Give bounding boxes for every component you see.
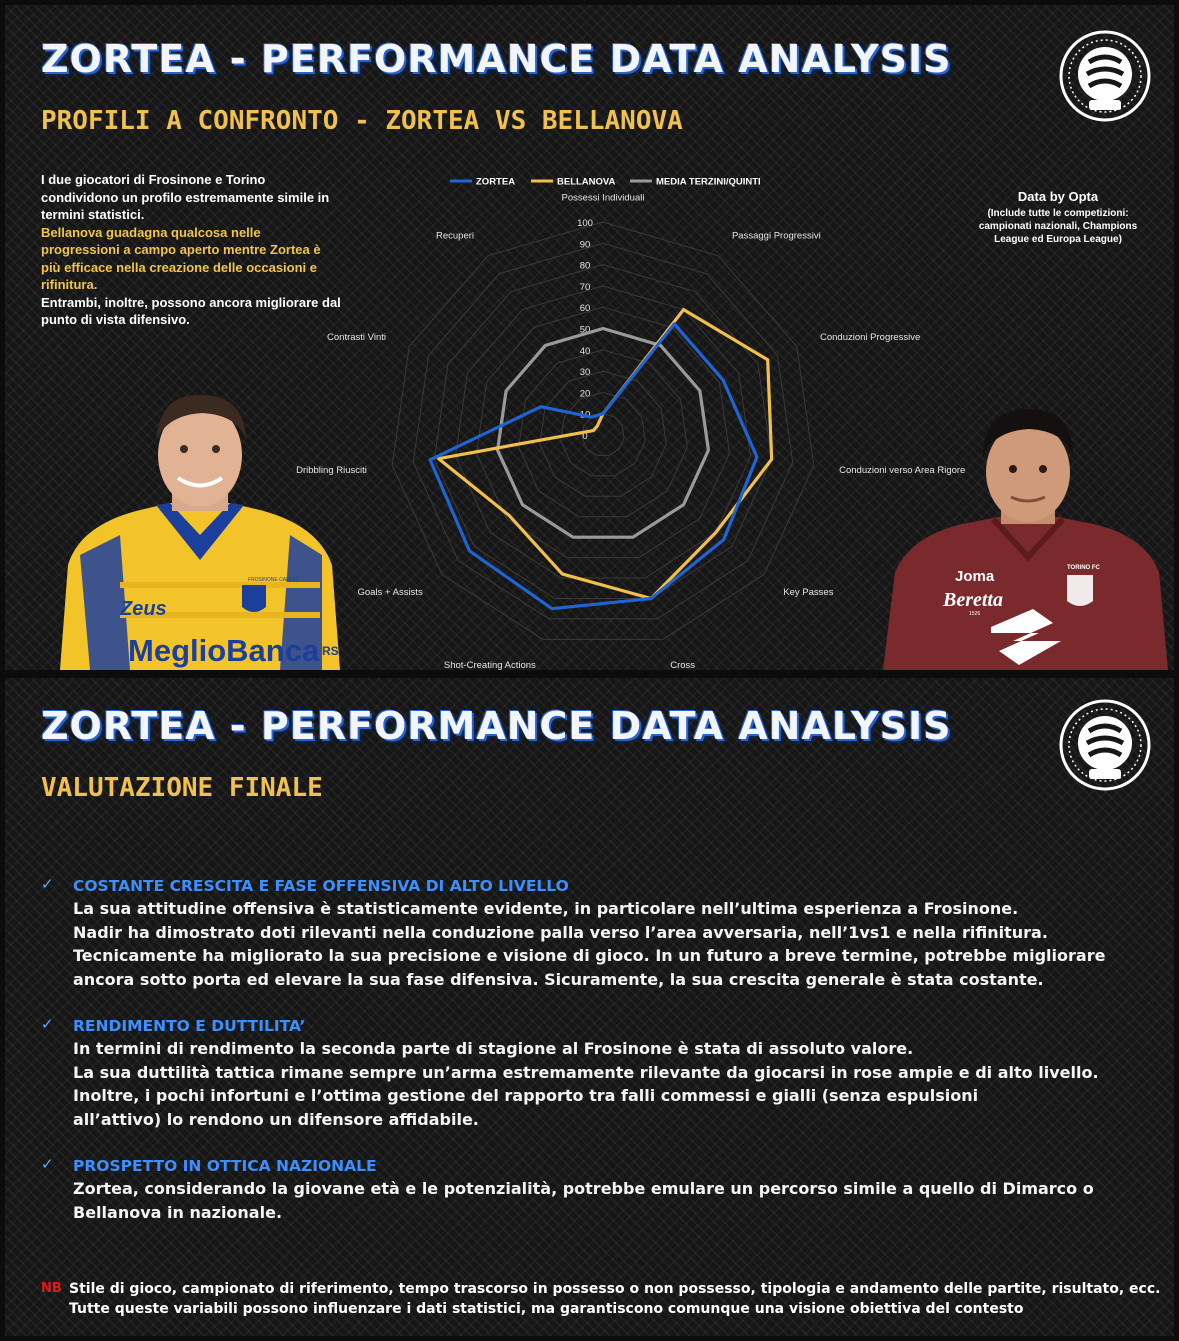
- evaluation-point-performance: [41, 1015, 1099, 1131]
- legend-label: MEDIA TERZINI/QUINTI: [656, 176, 761, 188]
- check-icon: ✓: [41, 875, 54, 893]
- radar-tick-label: 20: [579, 388, 591, 400]
- radar-grid-ring: [498, 329, 709, 538]
- radar-tick-label: 30: [579, 367, 591, 379]
- evaluation-line: Inoltre, i pochi infortuni e l’ottima gestione del rapporto tra falli commessi e gialli (senza espulsioni: [73, 1086, 979, 1105]
- radar-axis-label: Contrasti Vinti: [327, 331, 386, 343]
- radar-series-zortea: [430, 324, 757, 609]
- evaluation-heading: PROSPETTO IN OTTICA NAZIONALE: [73, 1157, 377, 1175]
- slide-profiles-comparison: [5, 5, 1174, 670]
- striped-crest-icon: [1059, 699, 1151, 791]
- evaluation-body: [73, 1037, 1099, 1131]
- evaluation-line: Nadir ha dimostrato doti rilevanti nella conduzione palla verso l’area avversaria, nell’1vs1 e nella rifinitura.: [73, 922, 1048, 942]
- frosinone-badge-text: FROSINONE CALCIO: [248, 577, 298, 583]
- shirt-brand-text: Zeus: [120, 598, 167, 620]
- radar-tick-label: 100: [577, 218, 593, 229]
- radar-axis-label: Dribbling Riusciti: [296, 464, 367, 476]
- evaluation-line: La sua duttilità tattica rimane sempre un’arma estremamente rilevante da giocarsi in rose ampie e di alto livello.: [73, 1062, 1099, 1082]
- radar-axis-label: Passaggi Progressivi: [731, 230, 821, 242]
- shirt-sponsor-text: Beretta: [943, 589, 1003, 611]
- check-icon: ✓: [41, 1015, 54, 1033]
- radar-axis-label: Cross: [670, 659, 696, 670]
- data-source-title: Data by Opta: [1017, 189, 1099, 204]
- radar-grid-ring: [434, 265, 771, 599]
- evaluation-line: Tecnicamente ha migliorato la sua precisione e visione di gioco. In un futuro a breve termine, potrebbe migliorare: [73, 946, 1106, 965]
- evaluation-point-national: [41, 1155, 1094, 1224]
- check-icon: ✓: [41, 1155, 54, 1173]
- radar-tick-label: 70: [579, 281, 591, 293]
- shirt-sponsor-text: MeglioBanca: [128, 633, 320, 668]
- evaluation-body: [73, 897, 1105, 991]
- evaluation-line: In termini di rendimento la seconda parte di stagione al Frosinone è stata di assoluto valore.: [73, 1039, 914, 1058]
- radar-tick-label: 90: [579, 239, 591, 251]
- radar-axis-label: Goals + Assists: [357, 587, 423, 599]
- radar-grid-ring: [392, 222, 814, 639]
- radar-grid-ring: [413, 243, 792, 619]
- evaluation-heading: RENDIMENTO E DUTTILITA’: [73, 1017, 306, 1035]
- footnote-line: Stile di gioco, campionato di riferimento, tempo trascorso in possesso o non possesso, tipologia e andamento delle partite, risultato, ecc.: [69, 1281, 1161, 1297]
- footnote-label: NB: [41, 1281, 62, 1296]
- radar-axis-label: Conduzioni verso Area Rigore: [839, 464, 966, 476]
- intro-paragraph-1: I due giocatori di Frosinone e Torino condividono un profilo estremamente simile in termini statistici.: [41, 172, 330, 222]
- evaluation-point-growth: [41, 875, 1105, 991]
- torino-badge-text: TORINO FC: [1067, 565, 1100, 571]
- intro-highlight: Bellanova guadagna qualcosa nelle progressioni a campo aperto mentre Zortea è più efficace nella creazione delle occasioni e rifinitura.: [41, 224, 321, 292]
- radar-chart: [5, 5, 1174, 670]
- radar-axis-label: Recuperi: [435, 230, 475, 242]
- data-source-note: (Include tutte le competizioni: campionati nazionali, Champions League ed Europa League): [978, 208, 1138, 245]
- shirt-sleeve-text: RS: [322, 644, 339, 658]
- evaluation-line: Zortea, considerando la giovane età e le potenzialità, potrebbe emulare un percorso simile a quello di Dimarco o: [73, 1179, 1094, 1198]
- slide-title: ZORTEA - PERFORMANCE DATA ANALYSIS: [41, 704, 952, 748]
- slide-subtitle: VALUTAZIONE FINALE: [41, 773, 323, 803]
- radar-tick-label: 10: [579, 409, 591, 421]
- legend-label: BELLANOVA: [557, 176, 616, 188]
- shirt-brand-text: Joma: [955, 568, 995, 585]
- radar-axis-label: Key Passes: [783, 587, 834, 599]
- radar-tick-label: 60: [579, 303, 591, 315]
- slide-subtitle: PROFILI A CONFRONTO - ZORTEA VS BELLANOVA: [41, 106, 683, 136]
- radar-axis-label: Shot-Creating Actions: [443, 659, 536, 670]
- radar-grid-ring: [540, 371, 666, 496]
- evaluation-line: La sua attitudine offensiva è statisticamente evidente, in particolare nell’ultima esperienza a Frosinone.: [73, 899, 1019, 918]
- evaluation-line: ancora sotto porta ed elevare la sua fase difensiva. Sicuramente, la sua crescita generale è stata costante.: [73, 969, 1044, 989]
- footnote-line: Tutte queste variabili possono influenzare i dati statistici, ma garantiscono comunque una visione obiettiva del contesto: [69, 1301, 1024, 1317]
- evaluation-body: [73, 1177, 1094, 1224]
- legend-label: ZORTEA: [476, 176, 516, 188]
- radar-tick-label: 0: [582, 431, 588, 442]
- slide-title: ZORTEA - PERFORMANCE DATA ANALYSIS: [41, 37, 952, 81]
- slide-final-evaluation: [5, 678, 1174, 1336]
- radar-grid-ring: [519, 350, 688, 517]
- radar-series-media-terzini-quinti: [498, 329, 709, 538]
- radar-axis-label: Possessi Individuali: [561, 192, 645, 204]
- evaluation-line: Bellanova in nazionale.: [73, 1202, 283, 1222]
- intro-paragraph-2: Entrambi, inoltre, possono ancora migliorare dal punto di vista difensivo.: [41, 294, 341, 327]
- footnote: [41, 1279, 1160, 1319]
- footnote-text: [69, 1279, 1160, 1319]
- evaluation-line: all’attivo) lo rendono un difensore affidabile.: [73, 1109, 479, 1129]
- evaluation-heading: COSTANTE CRESCITA E FASE OFFENSIVA DI ALTO LIVELLO: [73, 877, 569, 895]
- radar-tick-label: 80: [579, 260, 591, 272]
- radar-axis-label: Conduzioni Progressive: [820, 331, 921, 343]
- radar-tick-label: 50: [579, 324, 591, 336]
- shirt-sponsor-year: 1526: [969, 611, 981, 617]
- radar-tick-label: 40: [579, 345, 591, 357]
